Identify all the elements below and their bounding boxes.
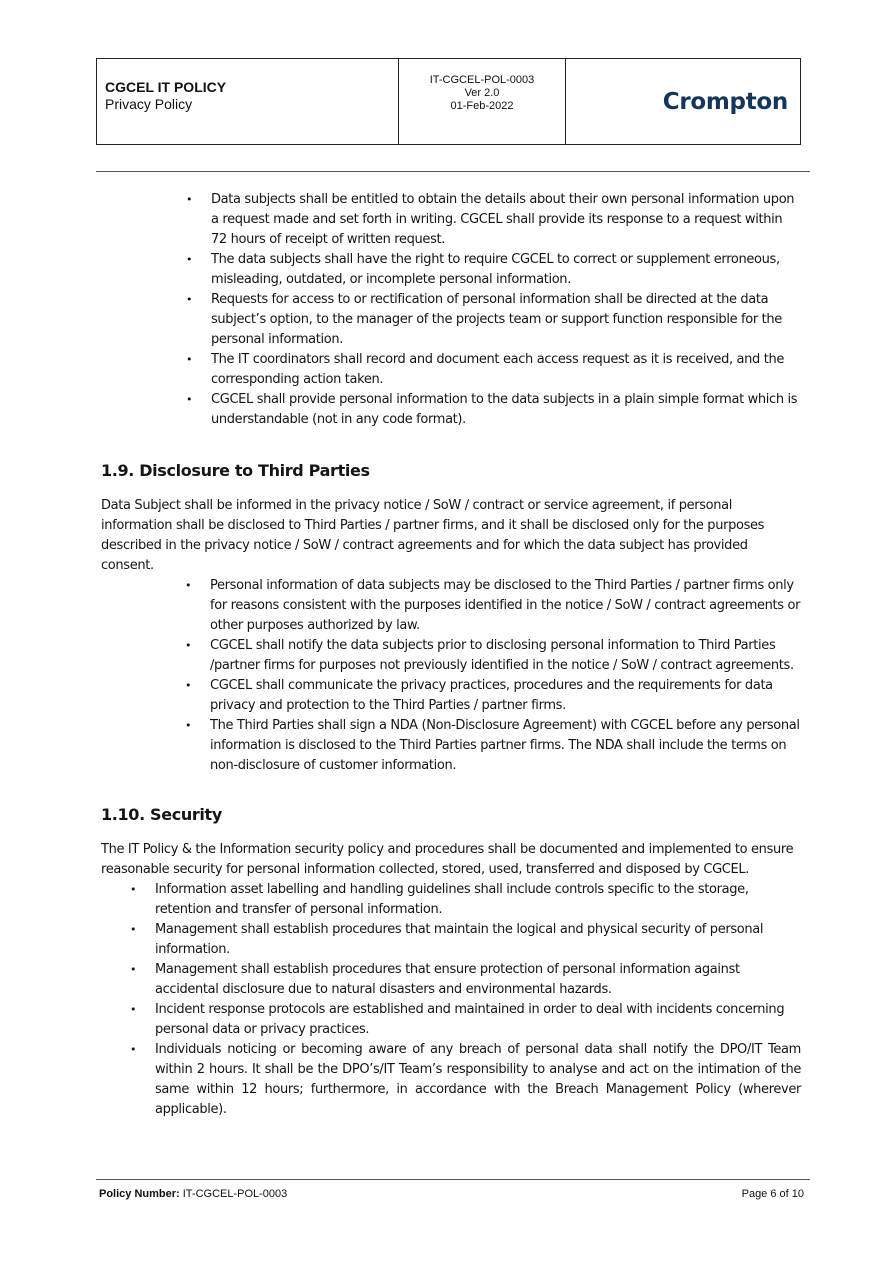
header-divider: [96, 171, 810, 172]
security-bullet-list: [101, 880, 801, 1120]
header-logo-cell: [566, 59, 800, 144]
doc-date: 01-Feb-2022: [450, 100, 514, 112]
bullet-icon: •: [130, 883, 137, 896]
bullet-icon: •: [186, 193, 193, 206]
bullet-icon: •: [186, 393, 193, 406]
crompton-logo: Crompton: [662, 88, 788, 115]
bullet-icon: •: [185, 579, 192, 592]
bullet-icon: •: [130, 963, 137, 976]
list-item: • CGCEL shall notify the data subjects prior to disclosing personal information to Third Parties /partner firms for purposes not previously identified in the notice / SoW / contract agreements.: [185, 638, 794, 673]
list-item: • The IT coordinators shall record and document each access request as it is received, and the corresponding action taken.: [186, 352, 785, 387]
policy-number: Policy Number: IT-CGCEL-POL-0003: [99, 1188, 288, 1200]
bullet-icon: •: [130, 1043, 137, 1056]
document-header: [96, 58, 801, 145]
bullet-icon: •: [185, 719, 192, 732]
access-bullet-list: [101, 190, 801, 430]
section-heading-disclosure: 1.9. Disclosure to Third Parties: [101, 461, 370, 480]
list-item: • The Third Parties shall sign a NDA (Non-Disclosure Agreement) with CGCEL before any personal information is disclosed to the Third Parties partner firms. The NDA shall include the terms on non-disclosure of customer information.: [185, 718, 800, 773]
list-item: • Requests for access to or rectification of personal information shall be directed at the data subject’s option, to the manager of the projects team or support function responsible for the personal information.: [186, 292, 782, 347]
footer-divider: [96, 1179, 810, 1180]
section-heading-security: 1.10. Security: [101, 805, 222, 824]
bullet-icon: •: [186, 353, 193, 366]
policy-subtitle: Privacy Policy: [105, 96, 193, 112]
page-number: Page 6 of 10: [741, 1188, 804, 1200]
bullet-icon: •: [130, 923, 137, 936]
bullet-icon: •: [185, 639, 192, 652]
section-intro-disclosure: Data Subject shall be informed in the privacy notice / SoW / contract or service agreement, if personal information shall be disclosed to Third Parties / partner firms, and it shall be disclosed only for the purposes described in the privacy notice / SoW / contract agreements and for which the data subject has provided consent.: [101, 498, 765, 573]
list-item: • Information asset labelling and handling guidelines shall include controls specific to the storage, retention and transfer of personal information.: [130, 882, 749, 917]
list-item: • Data subjects shall be entitled to obtain the details about their own personal information upon a request made and set forth in writing. CGCEL shall provide its response to a request within 72 hours of receipt of written request.: [186, 192, 795, 247]
list-item: • CGCEL shall communicate the privacy practices, procedures and the requirements for data privacy and protection to the Third Parties / partner firms.: [185, 678, 773, 713]
bullet-icon: •: [186, 253, 193, 266]
list-item: • Management shall establish procedures that maintain the logical and physical security of personal information.: [130, 922, 764, 957]
doc-id: IT-CGCEL-POL-0003: [429, 74, 535, 86]
bullet-icon: •: [185, 679, 192, 692]
disclosure-bullet-list: [101, 576, 801, 776]
list-item: • The data subjects shall have the right to require CGCEL to correct or supplement erroneous, misleading, outdated, or incomplete personal information.: [186, 252, 780, 287]
list-item: • Personal information of data subjects may be disclosed to the Third Parties / partner firms only for reasons consistent with the purposes identified in the notice / SoW / contract agreements or other purposes authorized by law.: [185, 578, 801, 633]
doc-version: Ver 2.0: [464, 87, 500, 99]
page-footer: [99, 1188, 804, 1200]
list-item: • Management shall establish procedures that ensure protection of personal information against accidental disclosure due to natural disasters and environmental hazards.: [130, 962, 740, 997]
header-docinfo-cell: [399, 59, 566, 144]
list-item: • CGCEL shall provide personal information to the data subjects in a plain simple format which is understandable (not in any code format).: [186, 392, 798, 427]
bullet-icon: •: [186, 293, 193, 306]
bullet-icon: •: [130, 1003, 137, 1016]
section-intro-security: The IT Policy & the Information security policy and procedures shall be documented and implemented to ensure reasonable security for personal information collected, stored, used, transferred and disposed by CGCEL.: [101, 842, 794, 877]
header-title-cell: [97, 59, 399, 144]
list-item: • Incident response protocols are established and maintained in order to deal with incidents concerning personal data or privacy practices.: [130, 1002, 785, 1037]
policy-title: CGCEL IT POLICY: [105, 79, 227, 95]
list-item: • Individuals noticing or becoming aware of any breach of personal data shall notify the DPO/IT Team within 2 hours. It shall be the DPO’s/IT Team’s responsibility to analyse and act on the intimation of the same within 12 hours; furthermore, in accordance with the Breach Management Policy (wherever applicable).: [130, 1042, 801, 1117]
page-content: [101, 190, 801, 1120]
